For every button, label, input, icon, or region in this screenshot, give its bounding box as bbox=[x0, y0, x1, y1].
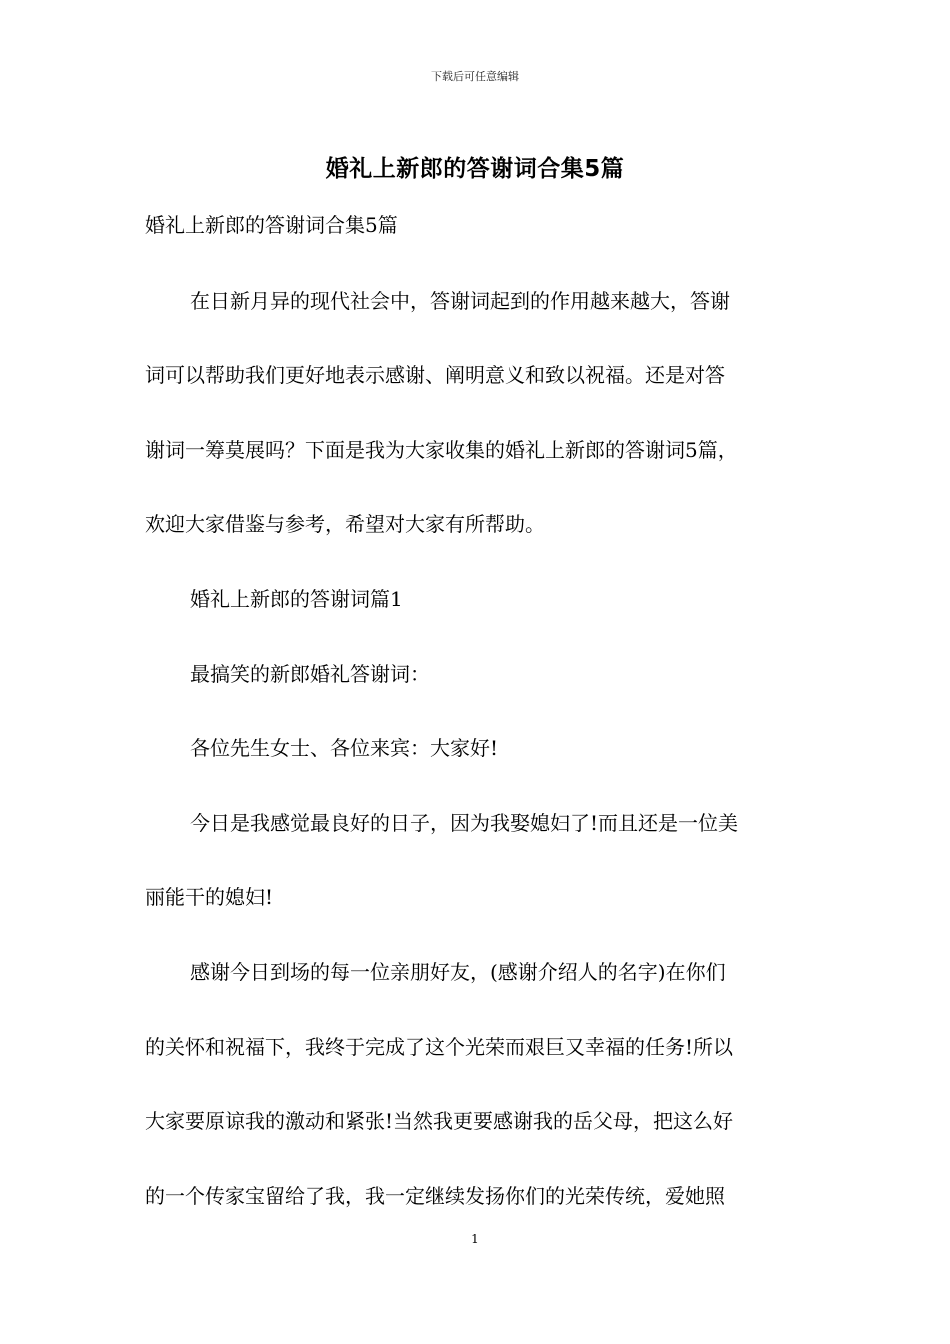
paragraph-line: 今日是我感觉最良好的日子，因为我娶媳妇了!而且还是一位美 bbox=[190, 811, 739, 835]
paragraph-line: 词可以帮助我们更好地表示感谢、阐明意义和致以祝福。还是对答 bbox=[145, 363, 725, 387]
section-heading: 婚礼上新郎的答谢词篇1 bbox=[190, 587, 403, 611]
subtitle-line: 婚礼上新郎的答谢词合集5篇 bbox=[145, 213, 398, 237]
paragraph-line: 丽能干的媳妇! bbox=[145, 885, 274, 909]
paragraph-line: 各位先生女士、各位来宾：大家好! bbox=[190, 736, 499, 760]
paragraph-line: 感谢今日到场的每一位亲朋好友，(感谢介绍人的名字)在你们 bbox=[190, 960, 726, 984]
paragraph-line: 的关怀和祝福下，我终于完成了这个光荣而艰巨又幸福的任务!所以 bbox=[145, 1035, 734, 1059]
document-title: 婚礼上新郎的答谢词合集5篇 bbox=[325, 156, 625, 182]
paragraph-line: 最搞笑的新郎婚礼答谢词： bbox=[190, 662, 430, 686]
paragraph-line: 在日新月异的现代社会中，答谢词起到的作用越来越大，答谢 bbox=[190, 289, 730, 313]
paragraph-line: 大家要原谅我的激动和紧张!当然我更要感谢我的岳父母，把这么好 bbox=[145, 1109, 734, 1133]
paragraph-line: 的一个传家宝留给了我，我一定继续发扬你们的光荣传统，爱她照 bbox=[145, 1184, 725, 1208]
page-number: 1 bbox=[471, 1232, 479, 1246]
header-note: 下载后可任意编辑 bbox=[431, 70, 519, 83]
paragraph-line: 谢词一筹莫展吗？下面是我为大家收集的婚礼上新郎的答谢词5篇， bbox=[145, 438, 738, 462]
paragraph-line: 欢迎大家借鉴与参考，希望对大家有所帮助。 bbox=[145, 512, 545, 536]
